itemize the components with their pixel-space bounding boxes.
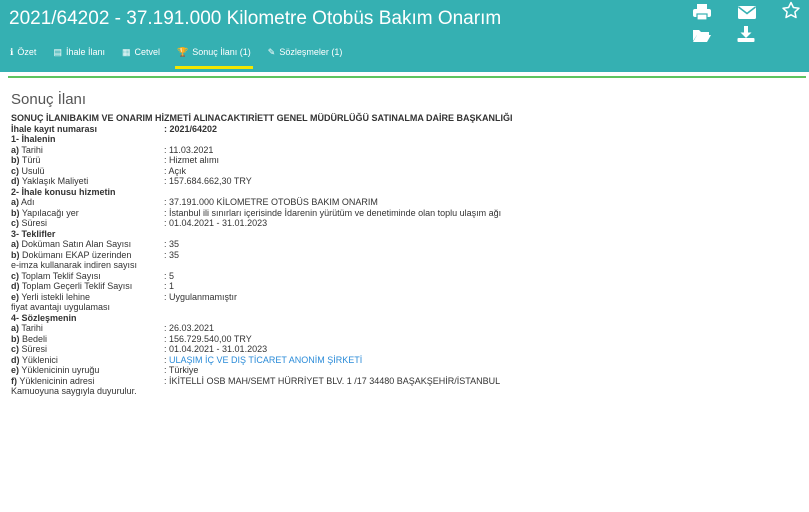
info-icon: ℹ (10, 47, 14, 57)
field-row: c) Toplam Teklif Sayısı : 5 (11, 270, 175, 281)
tab-label: Sözleşmeler (1) (279, 47, 343, 57)
star-icon[interactable] (781, 1, 801, 19)
tab-label: Cetvel (134, 47, 161, 57)
field-row-continuation: e-imza kullanarak indiren sayısı (11, 260, 138, 270)
table-icon: ▦ (121, 47, 131, 57)
field-row: a) Doküman Satın Alan Sayısı : 35 (11, 239, 180, 249)
closing-text: Kamuoyuna saygıyla duyurulur. (11, 386, 137, 396)
print-icon[interactable] (692, 3, 712, 21)
tab-ihale-ilani[interactable] (51, 47, 107, 67)
download-icon[interactable] (736, 25, 756, 43)
tab-label: İhale İlanı (65, 47, 105, 57)
field-row: b) Bedeli : 156.729.540,00 TRY (11, 333, 252, 344)
field-row: c) Süresi : 01.04.2021 - 31.01.2023 (11, 218, 268, 228)
result-announcement (11, 91, 801, 397)
field-row: d) Yaklaşık Maliyeti : 157.684.662,30 TRY (11, 176, 252, 186)
field-row: f) Yüklenicinin adresi : İKİTELLİ OSB MAH/SEMT HÜRRİYET BLV. 1 /17 34480 BAŞAKŞEHİR/İSTANBUL (11, 375, 501, 386)
tab-sozlesmeler[interactable] (266, 47, 345, 67)
page-header (0, 0, 809, 72)
tab-label: Özet (17, 47, 37, 57)
divider (8, 76, 806, 78)
tab-bar (8, 47, 357, 69)
field-row: e) Yüklenicinin uyruğu : Türkiye (11, 365, 199, 375)
field-row: b) Yapılacağı yer : İstanbul ili sınırları içerisinde İdarenin yürütüm ve denetiminde olan toplu ulaşım ağı (11, 207, 502, 218)
section-heading: 2- İhale konusu hizmetin (11, 186, 116, 197)
announcement-heading: SONUÇ İLANIBAKIM VE ONARIM HİZMETİ ALINACAKTIRİETT GENEL MÜDÜRLÜĞÜ SATINALMA DAİRE BAŞKANLIĞI (11, 113, 513, 123)
field-row: a) Adı : 37.191.000 KİLOMETRE OTOBÜS BAKIM ONARIM (11, 197, 378, 207)
section-heading: 3- Teklifler (11, 228, 56, 239)
field-row: b) Türü : Hizmet alımı (11, 155, 220, 165)
mail-icon[interactable] (737, 3, 757, 21)
field-row: d) Yüklenici : ULAŞIM İÇ VE DIŞ TİCARET ANONİM ŞİRKETİ (11, 354, 363, 365)
contractor-link[interactable]: ULAŞIM İÇ VE DIŞ TİCARET ANONİM ŞİRKETİ (169, 354, 363, 365)
field-row-continuation: fiyat avantajı uygulaması (11, 302, 111, 312)
field-row: a) Tarihi : 11.03.2021 (11, 144, 214, 155)
section-heading: 1- İhalenin (11, 134, 56, 144)
edit-icon: ✎ (267, 47, 276, 57)
page-title: 2021/64202 - 37.191.000 Kilometre Otobüs Bakım Onarım (9, 8, 502, 29)
tab-cetvel[interactable] (120, 47, 162, 67)
document-icon: ▤ (53, 47, 62, 57)
folder-icon[interactable] (692, 26, 712, 44)
field-row: c) Süresi : 01.04.2021 - 31.01.2023 (11, 344, 268, 354)
registry-row: İhale kayıt numarası : 2021/64202 (11, 123, 218, 134)
section-title: Sonuç İlanı (11, 91, 87, 108)
tab-sonuc-ilani[interactable] (175, 47, 253, 69)
trophy-icon: 🏆 (177, 47, 189, 57)
field-row: e) Yerli istekli lehine : Uygulanmamıştır (11, 291, 238, 302)
field-row: d) Toplam Geçerli Teklif Sayısı : 1 (11, 281, 175, 291)
field-row: b) Dokümanı EKAP üzerinden : 35 (11, 249, 180, 260)
field-row: c) Usulü : Açık (11, 165, 187, 176)
tab-label: Sonuç İlanı (1) (192, 47, 251, 57)
field-row: a) Tarihi : 26.03.2021 (11, 323, 215, 333)
tab-ozet[interactable] (8, 47, 38, 67)
section-heading: 4- Sözleşmenin (11, 312, 77, 323)
